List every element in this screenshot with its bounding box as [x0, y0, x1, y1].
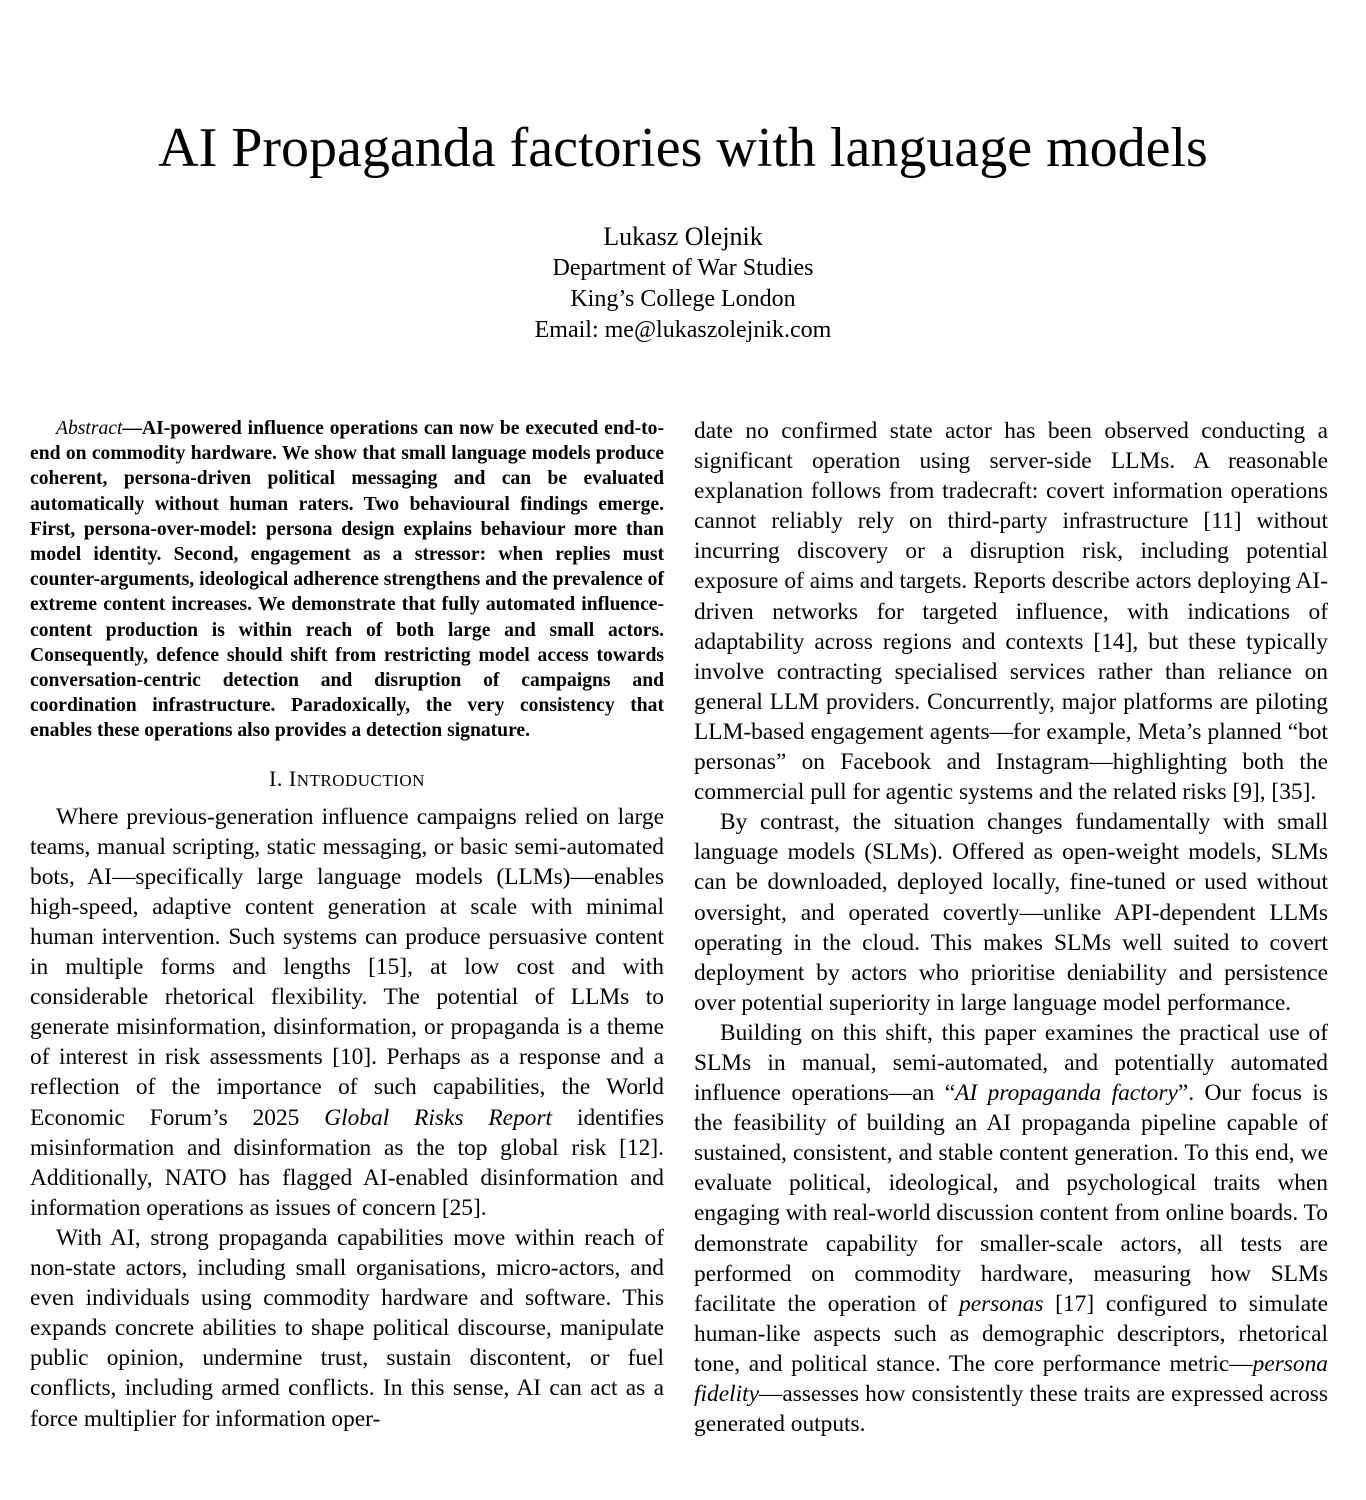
right-paragraph-3: [694, 1018, 1328, 1439]
right-paragraph-1: date no confirmed state actor has been observed conducting a significant operation using server-side LLMs. A reasonable explanation follows from tradecraft: covert information operations cannot reliably rely on third-party infrastructure [11] without incurring discovery or a disruption risk, including potential exposure of aims and targets. Reports describe actors deploying AI-driven networks for targeted influence, with indications of adaptability across regions and contexts [14], but these typically involve contracting specialised services rather than reliance on general LLM providers. Concurrently, major platforms are piloting LLM-based engagement agents—for example, Meta’s planned “bot personas” on Facebook and Instagram—highlighting both the commercial pull for agentic systems and the related risks [9], [35].: [694, 418, 1328, 806]
section-title-initial: I: [288, 765, 297, 791]
intro-paragraph-1: [30, 802, 664, 1223]
right-p3-text-d: —assesses how consistently these traits are expressed across generated outputs.: [694, 1381, 1328, 1438]
left-column: [30, 416, 664, 1434]
author-email: Email: me@lukaszolejnik.com: [534, 317, 832, 343]
right-p3-text-c: [17] configured to simulate human-like aspects such as demographic descriptors, rhetorical tone, and political stance. The core performance metric—: [694, 1290, 1329, 1377]
intro-p1-text-a: Where previous-generation influence campaigns relied on large teams, manual scripting, static messaging, or basic semi-automated bots, AI—specifically large language models (LLMs)—enables high-speed, adaptive content generation at scale with minimal human intervention. Such systems can produce persuasive content in multiple forms and lengths [15], at low cost and with considerable rhetorical flexibility. The potential of LLMs to generate misinformation, disinformation, or propaganda is a theme of interest in risk assessments [10]. Perhaps as a response and a reflection of the importance of such capabilities, the World Economic Forum’s 2025: [30, 803, 664, 1131]
right-p3-text-a: Building on this shift, this paper examines the practical use of SLMs in manual, semi-automated, and potentially automated influence operations—an “: [694, 1019, 1328, 1107]
abstract: [30, 416, 664, 744]
right-p3-italic-3: persona fidelity: [694, 1350, 1328, 1407]
right-p3-text-b: ”. Our focus is the feasibility of building an AI propaganda pipeline capable of sustained, consistent, and stable content generation. To this end, we evaluate political, ideological, and psychological traits when engaging with real-world discussion content from online boards. To demonstrate capability for smaller-scale actors, all tests are performed on commodity hardware, measuring how SLMs facilitate the operation of: [694, 1080, 1328, 1317]
right-paragraph-2: By contrast, the situation changes fundamentally with small language models (SLMs). Offered as open-weight models, SLMs can be downloaded, deployed locally, fine-tuned or used without oversight, and operated covertly—unlike API-dependent LLMs operating in the cloud. This makes SLMs well suited to covert deployment by actors who prioritise deniability and persistence over potential superiority in large language model performance.: [694, 809, 1328, 1016]
author-block: [0, 221, 1366, 346]
abstract-text: —AI-powered influence operations can now be executed end-to-end on commodity hardware. We show that small language models produce coherent, persona-driven political messaging and can be evaluated automatically without human raters. Two behavioural findings emerge. First, persona-over-model: persona design explains behaviour more than model identity. Second, engagement as a stressor: when replies must counter-arguments, ideological adherence strengthens and the prevalence of extreme content increases. We demonstrate that fully automated influence-content production is within reach of both large and small actors. Consequently, defence should shift from restricting model access towards conversation-centric detection and disruption of campaigns and coordination infrastructure. Paradoxically, the very consistency that enables these operations also provides a detection signature.: [30, 418, 664, 742]
author-institution: King’s College London: [570, 286, 796, 312]
section-title-rest: NTRODUCTION: [296, 770, 425, 790]
author-department: Department of War Studies: [552, 255, 814, 281]
right-p3-italic-1: AI propaganda factory: [955, 1080, 1178, 1107]
paper-title: AI Propaganda factories with language models: [158, 117, 1208, 179]
section-heading-introduction: [30, 764, 664, 796]
intro-p1-italic: Global Risks Report: [324, 1104, 553, 1131]
right-p3-italic-2: personas: [959, 1290, 1044, 1317]
author-name: Lukasz Olejnik: [603, 222, 763, 251]
section-number: I.: [269, 765, 283, 791]
intro-p1-text-b: identifies misinformation and disinformation as the top global risk [12]. Additionally, NATO has flagged AI-enabled disinformation and information operations as issues of concern [25].: [30, 1104, 664, 1221]
right-column: [694, 416, 1328, 1439]
intro-paragraph-2: With AI, strong propaganda capabilities move within reach of non-state actors, including small organisations, micro-actors, and even individuals using commodity hardware and software. This expands concrete abilities to shape political discourse, manipulate public opinion, undermine trust, sustain discontent, or fuel conflicts, including armed conflicts. In this sense, AI can act as a force multiplier for information oper-: [30, 1224, 664, 1432]
abstract-lead: Abstract: [56, 418, 123, 439]
